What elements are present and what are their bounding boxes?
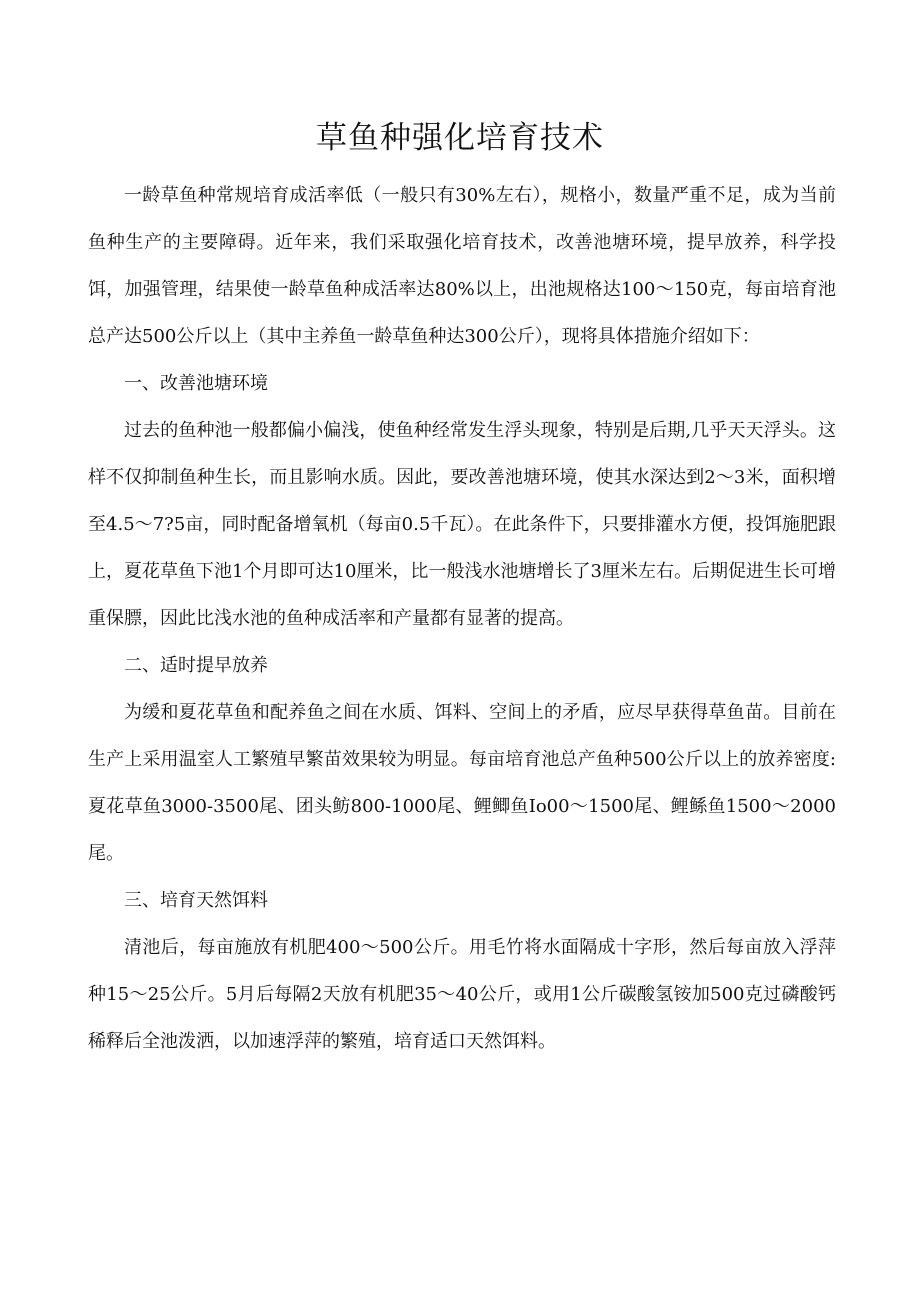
section-paragraph-1: 过去的鱼种池一般都偏小偏浅，使鱼种经常发生浮头现象，特别是后期,几乎天天浮头。这样不仅抑制鱼种生长，而且影响水质。因此，要改善池塘环境，使其水深达到2～3米，面积增至4.5～7?5亩，同时配备增氧机（每亩0.5千瓦）。在此条件下，只要排灌水方便，投饵施肥跟上，夏花草鱼下池1个月即可达10厘米，比一般浅水池塘增长了3厘米左右。后期促进生长可增重保膘，因此比浅水池的鱼种成活率和产量都有显著的提高。 <box>88 420 836 629</box>
document-body <box>88 172 836 1065</box>
intro-paragraph: 一龄草鱼种常规培育成活率低（一般只有30%左右），规格小，数量严重不足，成为当前鱼种生产的主要障碍。近年来，我们采取强化培育技术，改善池塘环境，提早放养，科学投饵，加强管理，结果使一龄草鱼种成活率达80%以上，出池规格达100～150克，每亩培育池总产达500公斤以上（其中主养鱼一龄草鱼种达300公斤），现将具体措施介绍如下： <box>88 185 836 347</box>
section-heading-2: 二、适时提早放养 <box>124 655 268 676</box>
section-heading-3: 三、培育天然饵料 <box>124 890 268 911</box>
section-paragraph-3: 清池后，每亩施放有机肥400～500公斤。用毛竹将水面隔成十字形，然后每亩放入浮萍种15～25公斤。5月后每隔2天放有机肥35～40公斤，或用1公斤碳酸氢铵加500克过磷酸钙稀释后全池泼洒，以加速浮萍的繁殖，培育适口天然饵料。 <box>88 937 836 1052</box>
section-heading-1: 一、改善池塘环境 <box>124 373 268 394</box>
document-title: 草鱼种强化培育技术 <box>316 120 604 156</box>
section-paragraph-2: 为缓和夏花草鱼和配养鱼之间在水质、饵料、空间上的矛盾，应尽早获得草鱼苗。目前在生产上采用温室人工繁殖早繁苗效果较为明显。每亩培育池总产鱼种500公斤以上的放养密度:夏花草鱼3000-3500尾、团头鲂800-1000尾、鲤鲫鱼Io00～1500尾、鲤鲧鱼1500～2000尾。 <box>88 702 836 864</box>
